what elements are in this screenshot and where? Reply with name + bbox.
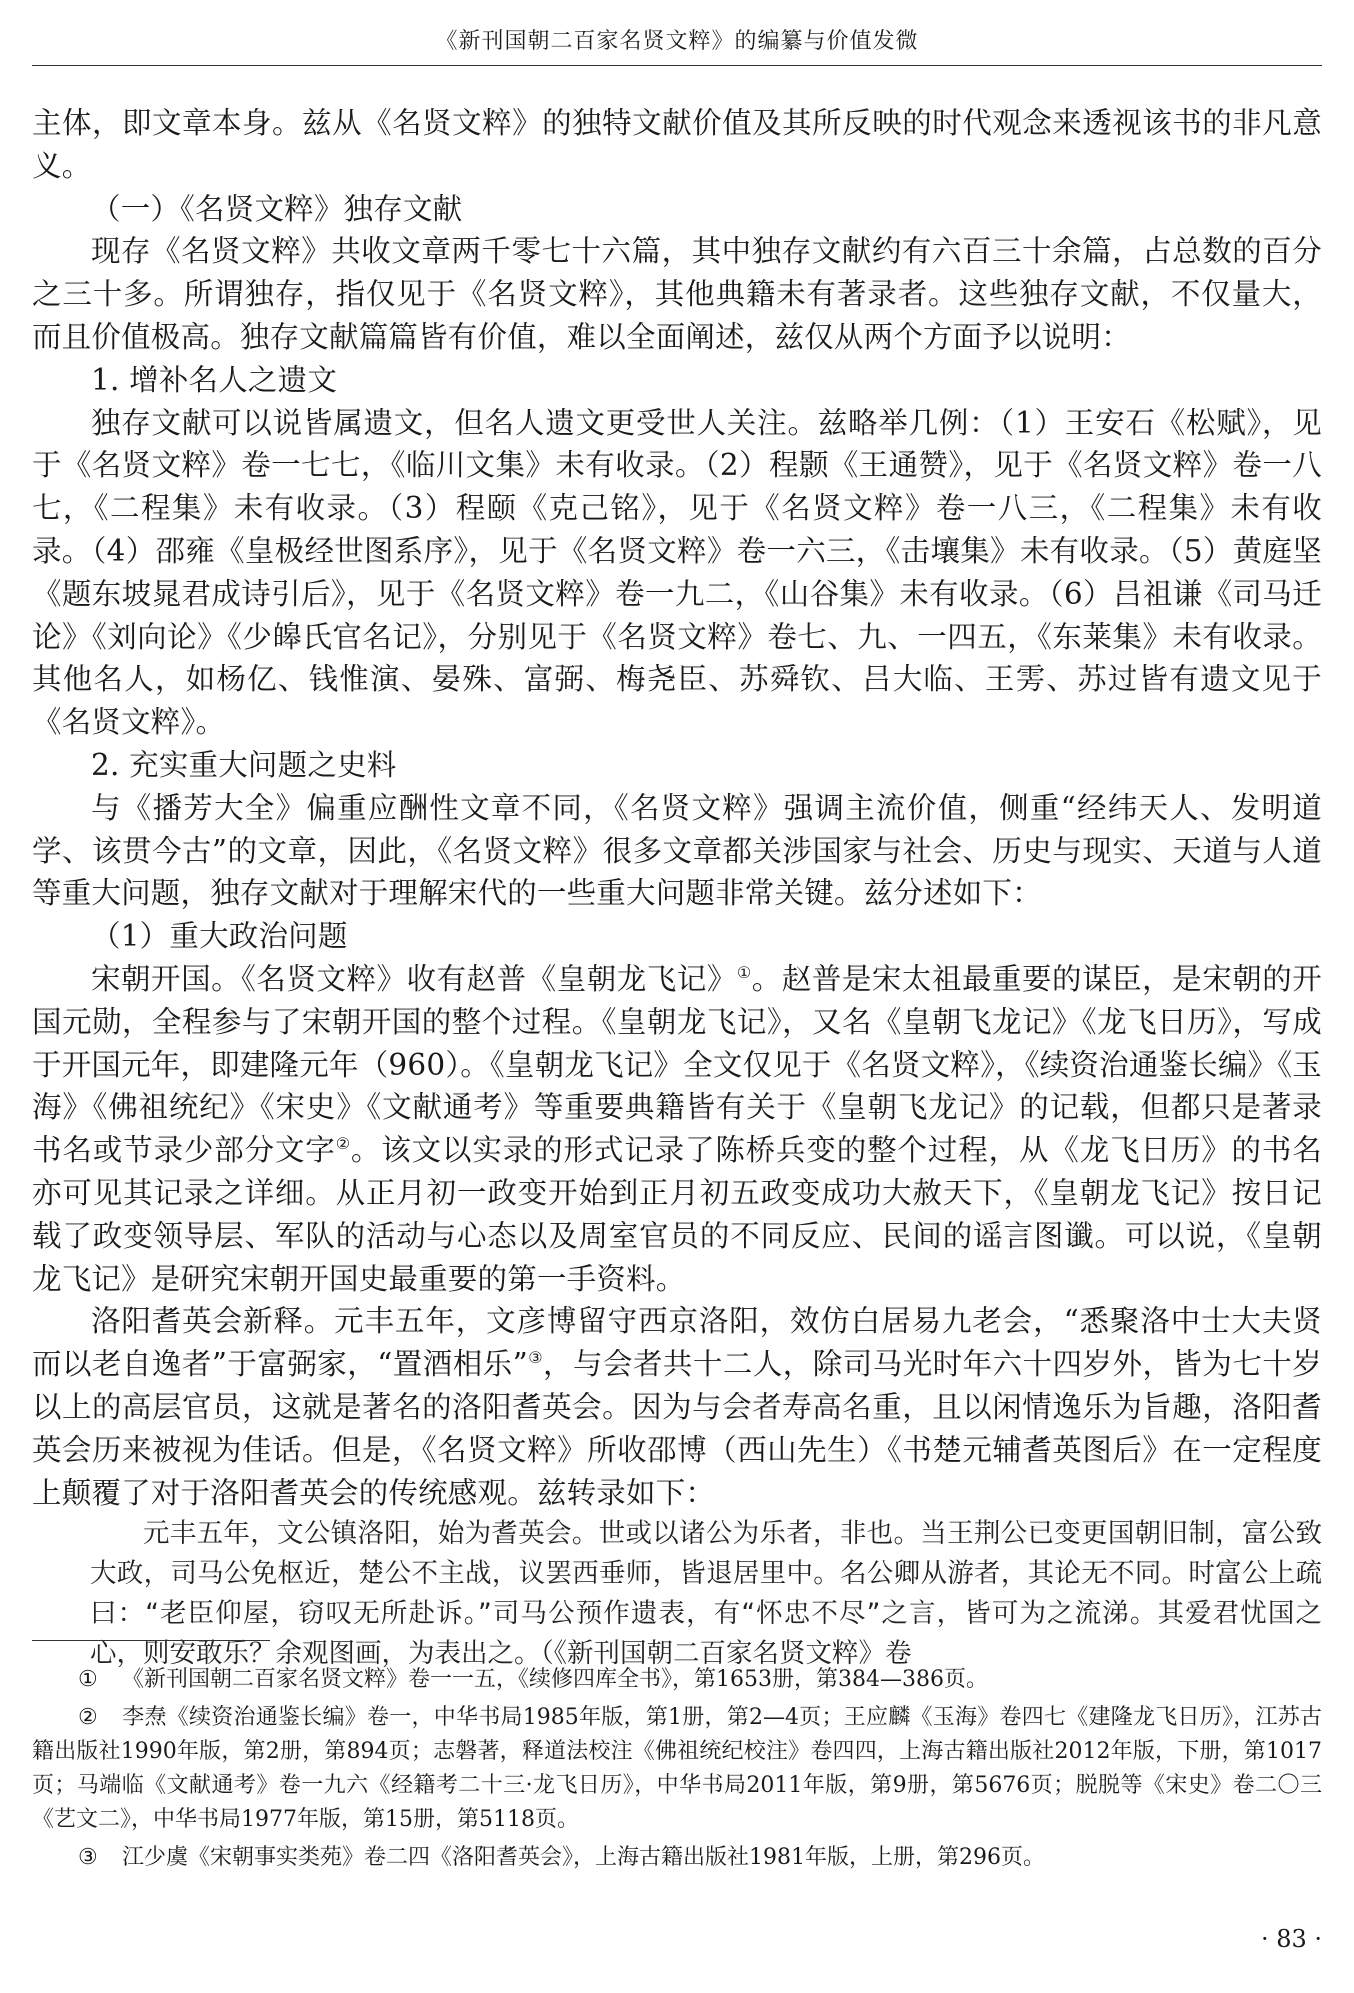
section-heading-1: （一）《名贤文粹》独存文献 (91, 191, 463, 226)
paragraph-5 (32, 1300, 1322, 1514)
subsubsection-heading: （1）重大政治问题 (91, 919, 348, 954)
footnote-separator (32, 1640, 270, 1641)
footnote-3 (32, 1841, 1322, 1875)
running-header (32, 24, 1322, 66)
page-number: · 83 · (1260, 1925, 1322, 1953)
subsection-heading-1: 1. 增补名人之遗文 (91, 362, 338, 397)
footnote-ref-1[interactable]: ① (736, 963, 752, 983)
footnote-2 (32, 1701, 1322, 1837)
paragraph-4-part-b: 。赵普是宋太祖最重要的谋臣，是宋朝的开国元勋，全程参与了宋朝开国的整个过程。《皇朝龙飞记》，又名《皇朝飞龙记》《龙飞日历》，写成于开国元年，即建隆元年（960）。《皇朝龙飞记》全文仅见于《名贤文粹》，《续资治通鉴长编》《玉海》《佛祖统纪》《宋史》《文献通考》等重要典籍皆有关于《皇朝飞龙记》的记载，但都只是著录书名或节录少部分文字 (32, 961, 1322, 1168)
running-header-title: 《新刊国朝二百家名贤文粹》的编纂与价值发微 (435, 29, 919, 54)
footnotes (32, 1663, 1322, 1879)
block-quote-text: 元丰五年，文公镇洛阳，始为耆英会。世或以诸公为乐者，非也。当王荆公已变更国朝旧制，富公致大政，司马公免枢近，楚公不主战，议罢西垂师，皆退居里中。名公卿从游者，其论无不同。时富公上疏曰：“老臣仰屋，窃叹无所赴诉。”司马公预作遗表，有“怀忠不尽”之言，皆可为之流涕。其爱君忧国之心，则安敢乐？余观图画，为表出之。（《新刊国朝二百家名贤文粹》卷 (90, 1518, 1322, 1670)
paragraph-3: 与《播芳大全》偏重应酬性文章不同，《名贤文粹》强调主流价值，侧重“经纬天人、发明道学、该贯今古”的文章，因此，《名贤文粹》很多文章都关涉国家与社会、历史与现实、天道与人道等重大问题，独存文献对于理解宋代的一些重大问题非常关键。兹分述如下： (32, 790, 1322, 911)
paragraph-4-part-a: 宋朝开国。《名贤文粹》收有赵普《皇朝龙飞记》 (91, 961, 737, 996)
paragraph-5-part-a: 洛阳耆英会新释。元丰五年，文彦博留守西京洛阳，效仿白居易九老会，“悉聚洛中士大夫贤而以老自逸者”于富弼家，“置酒相乐” (32, 1304, 1322, 1382)
paragraph-5-part-b: ，与会者共十二人，除司马光时年六十四岁外，皆为七十岁以上的高层官员，这就是著名的洛阳耆英会。因为与会者寿高名重，且以闲情逸乐为旨趣，洛阳耆英会历来被视为佳话。但是，《名贤文粹》所收邵博（西山先生）《书楚元辅耆英图后》在一定程度上颠覆了对于洛阳耆英会的传统感观。兹转录如下： (32, 1347, 1323, 1510)
paragraph-4 (32, 958, 1322, 1300)
paragraph-1: 现存《名贤文粹》共收文章两千零七十六篇，其中独存文献约有六百三十余篇，占总数的百分之三十多。所谓独存，指仅见于《名贤文粹》，其他典籍未有著录者。这些独存文献，不仅量大，而且价值极高。独存文献篇篇皆有价值，难以全面阐述，兹仅从两个方面予以说明： (32, 234, 1322, 354)
paragraph-4-part-c: 。该文以实录的形式记录了陈桥兵变的整个过程，从《龙飞日历》的书名亦可见其记录之详细。从正月初一政变开始到正月初五政变成功大赦天下，《皇朝龙飞记》按日记载了政变领导层、军队的活动与心态以及周室官员的不同反应、民间的谣言图谶。可以说，《皇朝龙飞记》是研究宋朝开国史最重要的第一手资料。 (32, 1133, 1322, 1296)
footnote-text: 江少虞《宋朝事实类苑》卷二四《洛阳耆英会》，上海古籍出版社1981年版，上册，第296页。 (122, 1845, 1045, 1870)
block-quote (32, 1514, 1322, 1674)
footnote-ref-2[interactable]: ② (335, 1134, 351, 1154)
footnote-1 (32, 1663, 1322, 1697)
footnote-mark: ① (78, 1667, 98, 1692)
main-text (32, 102, 1322, 1674)
footnote-text: 《新刊国朝二百家名贤文粹》卷一一五，《续修四库全书》，第1653册，第384—386页。 (122, 1667, 988, 1692)
paragraph-2: 独存文献可以说皆属遗文，但名人遗文更受世人关注。兹略举几例：（1）王安石《松赋》，见于《名贤文粹》卷一七七，《临川文集》未有收录。（2）程颢《王通赞》，见于《名贤文粹》卷一八七，《二程集》未有收录。（3）程颐《克己铭》，见于《名贤文粹》卷一八三，《二程集》未有收录。（4）邵雍《皇极经世图系序》，见于《名贤文粹》卷一六三，《击壤集》未有收录。（5）黄庭坚《题东坡晁君成诗引后》，见于《名贤文粹》卷一九二，《山谷集》未有收录。（6）吕祖谦《司马迁论》《刘向论》《少皞氏官名记》，分别见于《名贤文粹》卷七、九、一四五，《东莱集》未有收录。其他名人，如杨亿、钱惟演、晏殊、富弼、梅尧臣、苏舜钦、吕大临、王雱、苏过皆有遗文见于《名贤文粹》。 (32, 405, 1322, 740)
footnote-mark: ② (78, 1705, 98, 1730)
footnote-text: 李焘《续资治通鉴长编》卷一，中华书局1985年版，第1册，第2—4页；王应麟《玉海》卷四七《建隆龙飞日历》，江苏古籍出版社1990年版，第2册，第894页；志磐著，释道法校注《佛祖统纪校注》卷四四，上海古籍出版社2012年版，下册，第1017页；马端临《文献通考》卷一九六《经籍考二十三·龙飞日历》，中华书局2011年版，第9册，第5676页；脱脱等《宋史》卷二〇三《艺文二》，中华书局1977年版，第15册，第5118页。 (32, 1705, 1322, 1832)
footnote-ref-3[interactable]: ③ (527, 1348, 544, 1368)
footnote-mark: ③ (78, 1845, 98, 1870)
paragraph-intro: 主体，即文章本身。兹从《名贤文粹》的独特文献价值及其所反映的时代观念来透视该书的非凡意义。 (32, 106, 1322, 183)
subsection-heading-2: 2. 充实重大问题之史料 (91, 747, 397, 782)
